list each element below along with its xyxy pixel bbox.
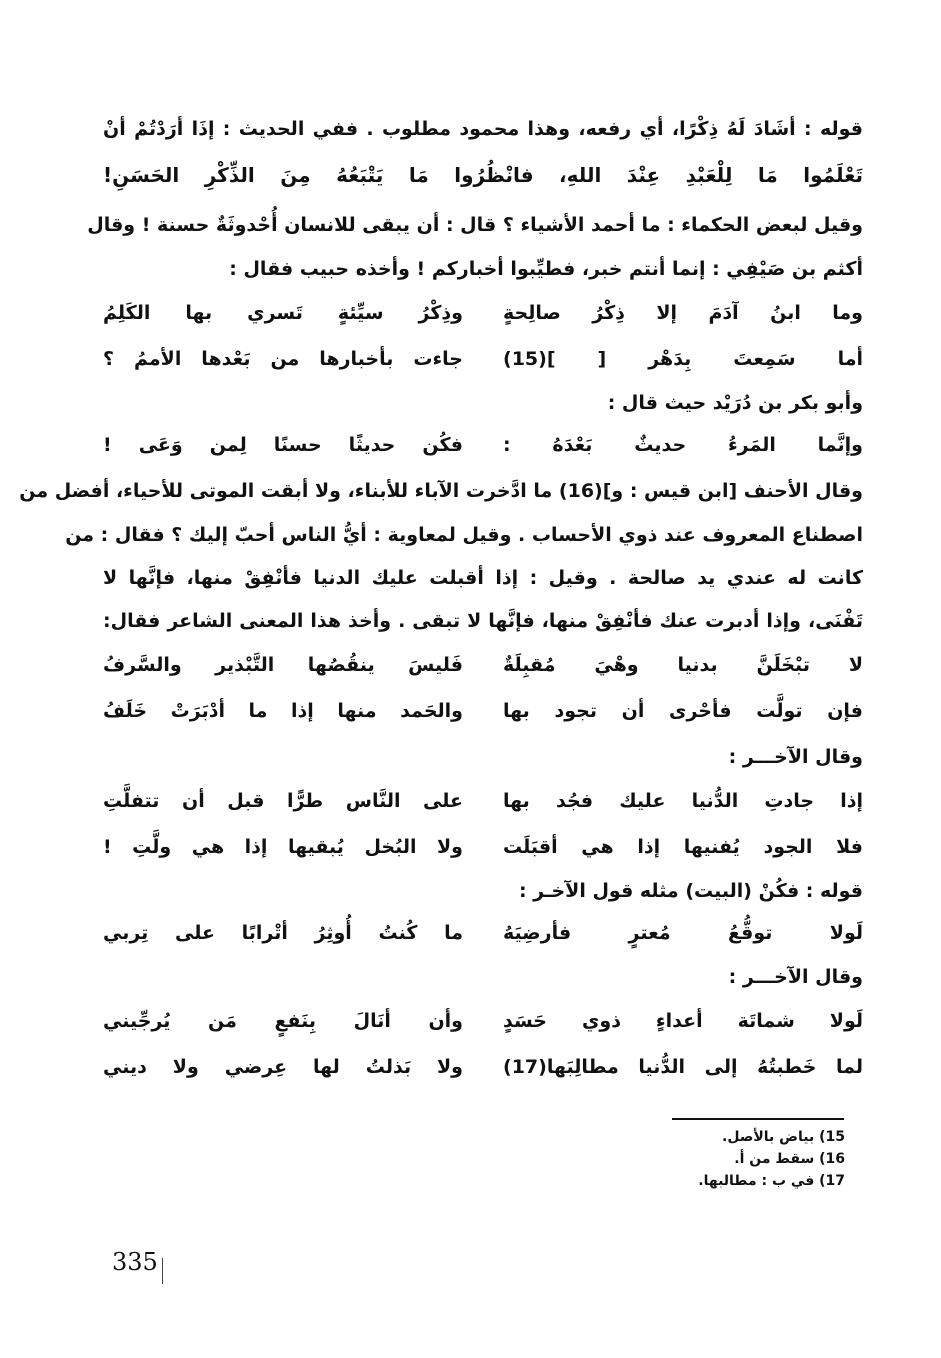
footnote: 17) في ب : مطالبها.	[698, 1173, 845, 1189]
text-line: اصطناع المعروف عند ذوي الأحساب . وقيل لمعاوية : أيُّ الناس أحبّ إليك ؟ فقال : من	[65, 524, 863, 546]
text-line: وقال الآخـــر :	[728, 966, 863, 988]
verse	[103, 342, 863, 376]
verse-first-hemistich: فإن تولَّت فأحْرى أن تجود بها	[503, 700, 863, 722]
text-line: وقال الآخـــر :	[728, 746, 863, 768]
verse-second-hemistich: والحَمد منها إذا ما أدْبَرَتْ خَلَفُ	[103, 700, 463, 722]
text-line: قوله : فكُنْ (البيت) مثله قول الآخـر :	[518, 880, 863, 902]
verse	[103, 830, 863, 864]
text-line: أكثم بن صَيْفِي : إنما أنتم خبر، فطيِّبوا أخباركم ! وأخذه حبيب فقال :	[229, 258, 863, 280]
verse-second-hemistich: فكُن حديثًا حسنًا لِمن وَعَى !	[103, 434, 463, 456]
text-line: وقال الأحنف [ابن قيس : و](16) ما ادَّخرت الآباء للأبناء، ولا أبقت الموتى للأحياء، أفضل من	[19, 480, 863, 502]
text-line: كانت له عندي يد صالحة . وقيل : إذا أقبلت عليك الدنيا فأنْفِقْ منها، فإنَّها لا	[103, 567, 863, 589]
verse	[103, 1050, 863, 1084]
verse-first-hemistich: فلا الجود يُفنيها إذا هي أقبَلَت	[503, 836, 863, 858]
page-number: 335	[112, 1248, 158, 1276]
footnote-separator	[672, 1118, 844, 1120]
verse-second-hemistich: فَليسَ ينقُصُها التَّبْذير والسَّرفُ	[103, 654, 463, 676]
verse-first-hemistich: أما سَمِعتَ بِدَهْر [ ](15)	[503, 348, 863, 370]
verse	[103, 648, 863, 682]
text-line: قوله : أشَادَ لَهُ ذِكْرًا، أي رفعه، وهذا محمود مطلوب . ففي الحديث : إذَا أرَدْتُمْ أنْ	[103, 118, 863, 140]
verse-first-hemistich: لَولا شماتَة أعداءٍ ذوي حَسَدٍ	[503, 1010, 863, 1032]
verse	[103, 784, 863, 818]
verse-second-hemistich: وذِكْرُ سيِّئةٍ تَسري بها الكَلِمُ	[103, 302, 463, 324]
verse-first-hemistich: وإنَّما المَرءُ حديثٌ بَعْدَهُ :	[503, 434, 863, 456]
verse-first-hemistich: إذا جادتِ الدُّنيا عليك فجُد بها	[503, 790, 863, 812]
verse	[103, 428, 863, 462]
text-line: وقيل لبعض الحكماء : ما أحمد الأشياء ؟ قال : أن يبقى للانسان أُحْدوثَةٌ حسنة ! وقال	[87, 214, 863, 236]
verse-first-hemistich: لَولا توقُّعُ مُعترٍ فأرضِيَهُ	[503, 922, 863, 944]
verse-second-hemistich: وأن أنَالَ بِنَفعٍ مَن يُرجِّيني	[103, 1010, 463, 1032]
verse	[103, 694, 863, 728]
text-line: تَعْلَمُوا مَا لِلْعَبْدِ عِنْدَ اللهِ، فانْظُرُوا مَا يَتْبَعُهُ مِنَ الذِّكْرِ الحَسَنِ!	[103, 163, 863, 187]
verse-second-hemistich: على النَّاس طرًّا قبل أن تتفلَّتِ	[103, 790, 463, 812]
verse-second-hemistich: جاءت بأخبارها من بَعْدها الأممُ ؟	[103, 348, 463, 370]
verse	[103, 916, 863, 950]
text-line: تَفْنَى، وإذا أدبرت عنك فأنْفِقْ منها، فإنَّها لا تبقى . وأخذ هذا المعنى الشاعر فقال:	[103, 610, 863, 632]
verse-second-hemistich: ما كُنتُ أُوثِرُ أتْرابًا على تِربي	[103, 922, 463, 944]
footnote: 15) بياض بالأصل.	[722, 1129, 845, 1145]
verse-first-hemistich: لما خَطبتُهُ إلى الدُّنيا مطالِبَها(17)	[503, 1056, 863, 1078]
verse-second-hemistich: ولا بَذلتُ لها عِرضي ولا ديني	[103, 1056, 463, 1078]
verse	[103, 296, 863, 330]
verse	[103, 1004, 863, 1038]
verse-first-hemistich: وما ابنُ آدَمَ إلا ذِكْرُ صالِحةٍ	[503, 302, 863, 324]
text-line: وأبو بكر بن دُرَيْد حيث قال :	[607, 392, 863, 414]
verse-first-hemistich: لا تبْخَلَنَّ بدنيا وهْيَ مُقبِلَةٌ	[503, 654, 863, 676]
page-number-marker	[162, 1258, 163, 1284]
footnote: 16) سقط من أ.	[734, 1151, 845, 1167]
verse-second-hemistich: ولا البُخل يُبقيها إذا هي ولَّتِ !	[103, 836, 463, 858]
